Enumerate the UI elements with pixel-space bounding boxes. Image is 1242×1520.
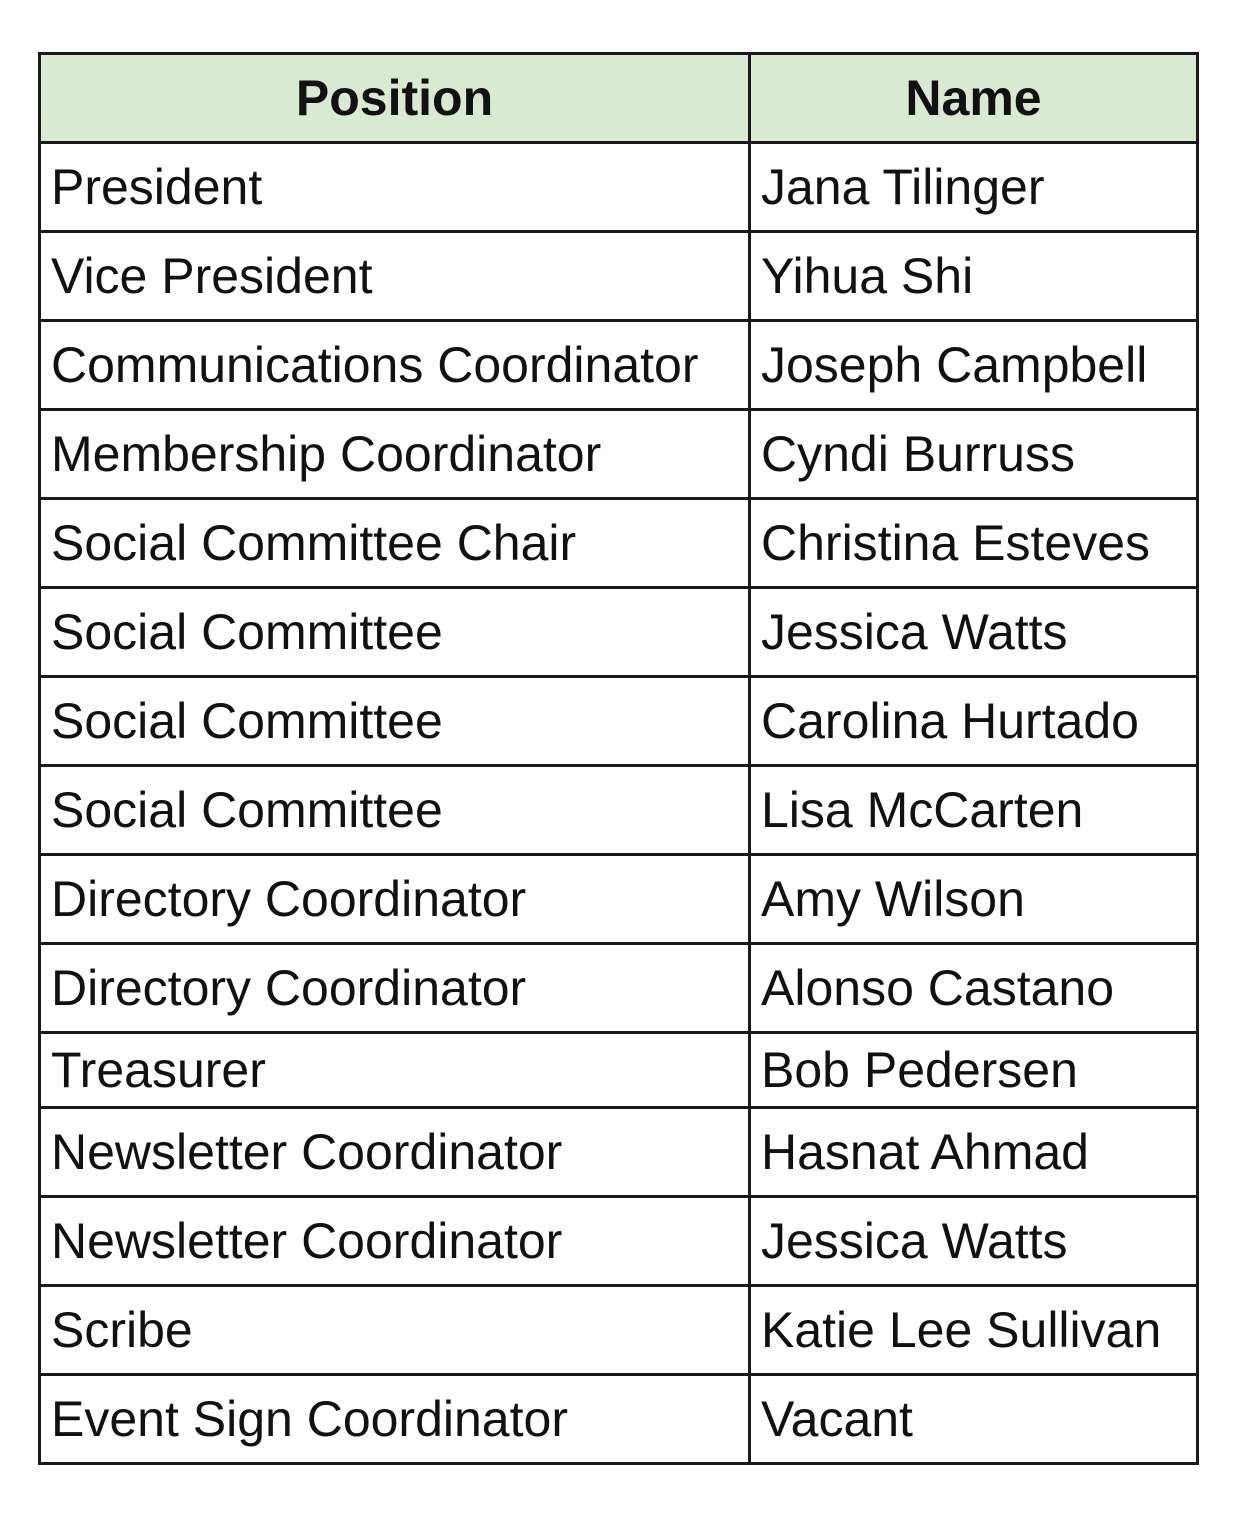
position-cell: Directory Coordinator — [40, 855, 750, 944]
table-row — [40, 766, 1198, 855]
position-cell: Newsletter Coordinator — [40, 1108, 750, 1197]
name-cell: Jessica Watts — [750, 588, 1198, 677]
table-row — [40, 1375, 1198, 1464]
position-cell: Directory Coordinator — [40, 944, 750, 1033]
position-cell: Communications Coordinator — [40, 321, 750, 410]
table-row — [40, 1197, 1198, 1286]
name-cell: Vacant — [750, 1375, 1198, 1464]
position-cell: Vice President — [40, 232, 750, 321]
name-cell: Amy Wilson — [750, 855, 1198, 944]
name-cell: Jessica Watts — [750, 1197, 1198, 1286]
position-cell: President — [40, 143, 750, 232]
name-cell: Christina Esteves — [750, 499, 1198, 588]
table-row — [40, 1286, 1198, 1375]
name-cell: Bob Pedersen — [750, 1033, 1198, 1108]
header-row — [40, 54, 1198, 143]
table-row — [40, 321, 1198, 410]
position-cell: Social Committee — [40, 677, 750, 766]
header-name: Name — [750, 54, 1198, 143]
table-row — [40, 1033, 1198, 1108]
name-cell: Hasnat Ahmad — [750, 1108, 1198, 1197]
position-cell: Event Sign Coordinator — [40, 1375, 750, 1464]
table-row — [40, 1108, 1198, 1197]
name-cell: Jana Tilinger — [750, 143, 1198, 232]
table-row — [40, 143, 1198, 232]
position-cell: Membership Coordinator — [40, 410, 750, 499]
name-cell: Yihua Shi — [750, 232, 1198, 321]
name-cell: Lisa McCarten — [750, 766, 1198, 855]
table-row — [40, 855, 1198, 944]
name-cell: Carolina Hurtado — [750, 677, 1198, 766]
name-cell: Katie Lee Sullivan — [750, 1286, 1198, 1375]
position-cell: Social Committee — [40, 588, 750, 677]
position-cell: Treasurer — [40, 1033, 750, 1108]
table-row — [40, 944, 1198, 1033]
table-row — [40, 499, 1198, 588]
roster-table — [38, 52, 1199, 1465]
table-row — [40, 232, 1198, 321]
position-cell: Social Committee — [40, 766, 750, 855]
position-cell: Newsletter Coordinator — [40, 1197, 750, 1286]
header-position: Position — [40, 54, 750, 143]
table-row — [40, 410, 1198, 499]
table-row — [40, 677, 1198, 766]
name-cell: Alonso Castano — [750, 944, 1198, 1033]
name-cell: Cyndi Burruss — [750, 410, 1198, 499]
table-row — [40, 588, 1198, 677]
position-cell: Scribe — [40, 1286, 750, 1375]
name-cell: Joseph Campbell — [750, 321, 1198, 410]
position-cell: Social Committee Chair — [40, 499, 750, 588]
